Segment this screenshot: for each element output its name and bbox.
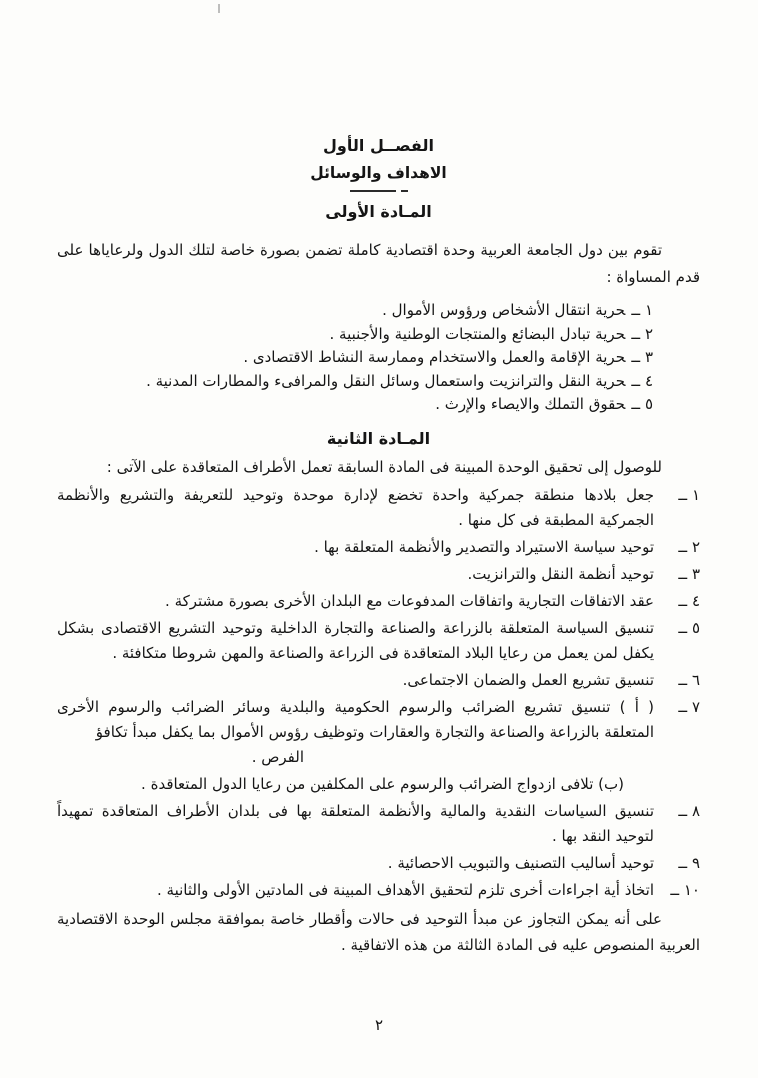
article-one-list: [57, 299, 653, 417]
list-item: [57, 695, 700, 797]
item-text: توحيد سياسة الاستيراد والتصدير والأنظمة المتعلقة بها .: [314, 537, 654, 556]
list-item: [57, 616, 700, 666]
item-number: ٤ ــ: [631, 371, 653, 390]
article-one-title: المـادة الأولى: [325, 202, 432, 221]
list-item: [57, 878, 700, 903]
item-number: ٦ ــ: [678, 670, 700, 689]
list-item: [57, 668, 700, 693]
list-item: [57, 299, 653, 323]
list-item: [57, 799, 700, 849]
item-text: حرية النقل والترانزيت واستعمال وسائل النقل والمرافىء والمطارات المدنية .: [146, 371, 626, 390]
item-number: ١٠ ــ: [670, 880, 700, 899]
item-text: حرية انتقال الأشخاص ورؤوس الأموال .: [382, 301, 626, 319]
item-number: ٢ ــ: [631, 324, 653, 343]
item-sub-b-text: (ب) تلافى ازدواج الضرائب والرسوم على المكلفين من رعايا الدول المتعاقدة .: [141, 774, 624, 793]
item-text: توحيد أنظمة النقل والترانزيت.: [467, 564, 654, 583]
item-text: [57, 695, 654, 797]
article-two-list: [57, 483, 700, 903]
article-one-intro: تقوم بين دول الجامعة العربية وحدة اقتصادية كاملة تضمن بصورة خاصة لتلك الدول ولرعاياها على قدم المساواة :: [57, 241, 700, 286]
item-sub-a-text: ( أ ) تنسيق تشريع الضرائب والرسوم الحكومية والبلدية وسائر الضرائب والرسوم الأخرى المتعلقة بالزراعة والصناعة والتجارة والعقارات وتوظيف رؤوس الأموال بما يكفل مبدأ تكافؤ: [57, 697, 654, 741]
list-item: [57, 346, 653, 370]
list-item: [57, 370, 653, 394]
item-number: ٣ ــ: [678, 564, 700, 583]
page-number: ٢: [374, 1016, 384, 1034]
list-item: [57, 535, 700, 560]
item-text: توحيد أساليب التصنيف والتبويب الاحصائية .: [387, 853, 654, 872]
item-text: حقوق التملك والايصاء والإرث .: [435, 395, 626, 413]
item-number: ٥ ــ: [678, 618, 700, 637]
item-text: اتخاذ أية اجراءات أخرى تلزم لتحقيق الأهداف المبينة فى المادتين الأولى والثانية .: [157, 880, 654, 899]
item-text: حرية تبادل البضائع والمنتجات الوطنية والأجنبية .: [329, 324, 626, 343]
closing-paragraph: على أنه يمكن التجاوز عن مبدأ التوحيد فى حالات وأقطار خاصة بموافقة مجلس الوحدة الاقتصادية العربية المنصوص عليه فى المادة الثالثة من هذه الاتفاقية .: [57, 909, 700, 954]
chapter-title: الفصــل الأول: [323, 136, 434, 155]
divider-long-segment: [350, 190, 396, 192]
section-divider: [57, 190, 700, 192]
list-item: [57, 323, 653, 347]
item-number: ٨ ــ: [678, 801, 700, 820]
item-number: ٧ ــ: [678, 697, 700, 716]
list-item: [57, 589, 700, 614]
article-two-title: المـادة الثانية: [326, 428, 431, 448]
list-item: [57, 483, 700, 533]
item-number: ٥ ــ: [631, 395, 653, 413]
scan-artifact: [218, 4, 220, 13]
item-text: تنسيق تشريع العمل والضمان الاجتماعى.: [402, 670, 654, 689]
item-number: ٢ ــ: [678, 537, 700, 556]
item-text: تنسيق السياسات النقدية والمالية والأنظمة المتعلقة بها فى بلدان الأطراف المتعاقدة تمهيداً لتوحيد النقد بها .: [57, 801, 654, 845]
item-sub-a-tail: الفرص .: [251, 747, 304, 766]
item-text: حرية الإقامة والعمل والاستخدام وممارسة النشاط الاقتصادى .: [243, 348, 626, 366]
item-number: ٣ ــ: [631, 348, 653, 366]
list-item: [57, 562, 700, 587]
list-item: [57, 393, 653, 417]
article-two-intro: للوصول إلى تحقيق الوحدة المبينة فى المادة السابقة تعمل الأطراف المتعاقدة على الآتى :: [106, 457, 662, 476]
item-text: جعل بلادها منطقة جمركية واحدة تخضع لإدارة موحدة وتوحيد للتعريفة والتشريع والأنظمة الجمركية المطبقة فى كل منها .: [57, 485, 654, 529]
item-number: ١ ــ: [631, 301, 653, 319]
list-item: [57, 851, 700, 876]
chapter-subtitle: الاهداف والوسائل: [310, 164, 447, 182]
item-text: تنسيق السياسة المتعلقة بالزراعة والصناعة والتجارة الداخلية وتوحيد التشريع الاقتصادى بشكل يكفل لمن يعمل من رعايا البلاد المتعاقدة فى الزراعة والصناعة والمهن شروطا متكافئة .: [57, 618, 654, 662]
item-number: ٤ ــ: [678, 591, 700, 610]
divider-short-segment: [401, 190, 408, 192]
item-text: عقد الاتفاقات التجارية واتفاقات المدفوعات مع البلدان الأخرى بصورة مشتركة .: [165, 591, 654, 610]
item-number: ٩ ــ: [678, 853, 700, 872]
item-number: ١ ــ: [678, 485, 700, 504]
